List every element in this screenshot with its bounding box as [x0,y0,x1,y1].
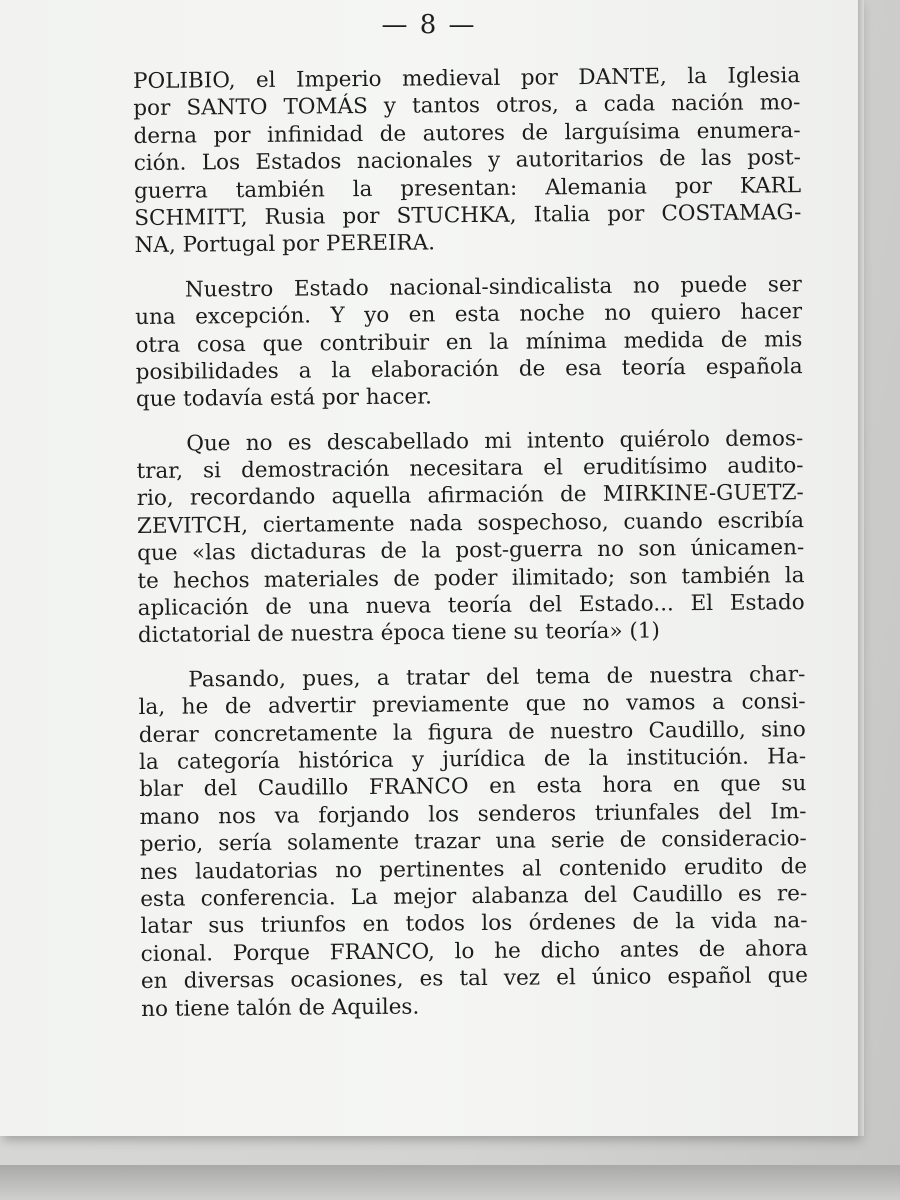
page-edge [858,0,864,1136]
text-line: perio, sería solamente trazar una serie de consideracio- [139,826,807,858]
text-line: cional. Porque FRANCO, lo he dicho antes de ahora [140,935,808,967]
text-line: aplicación de una nueva teoría del Estado... El Estado [137,590,805,622]
text-line: nes laudatorias no pertinentes al contenido erudito de [139,853,808,885]
text-line: mano nos va forjando los senderos triunfales del Im- [139,798,807,830]
body-text [133,62,808,1040]
text-line: latar sus triunfos en todos los órdenes de la vida na- [140,908,808,940]
text-line: rio, recordando aquella afirmación de MIRKINE-GUETZ- [136,480,804,512]
text-line: Que no es descabellado mi intento quiérolo demos- [186,425,804,457]
paragraph-1 [133,62,802,260]
paragraph-3 [136,425,805,650]
text-line: blar del Caudillo FRANCO en esta hora en que su [139,771,807,803]
text-line: la categoría histórica y jurídica de la institución. Ha- [138,744,807,775]
text-line: te hechos materiales de poder ilimitado; son también la [137,562,805,594]
text-line: trar, si demostración necesitara el eruditísimo audito- [136,453,804,485]
text-line: por SANTO TOMÁS y tantos otros, a cada nación mo- [133,90,801,122]
text-line: guerra también la presentan: Alemania por KARL [133,172,802,204]
text-line: no tiene talón de Aquiles. [141,994,420,1022]
text-line: Nuestro Estado nacional-sindicalista no puede ser [184,271,803,303]
text-line: SCHMITT, Rusia por STUCHKA, Italia por COSTAMAG- [134,200,802,231]
paragraph-2 [135,271,803,414]
text-line: NA, Portugal por PEREIRA. [134,230,436,259]
page-number: — 8 — [381,10,477,40]
text-line: dictatorial de nuestra época tiene su teoría» (1) [137,618,660,649]
text-line: que todavía está por hacer. [135,384,433,413]
text-line: en diversas ocasiones, es tal vez el único español que [140,963,809,995]
text-line: una excepción. Y yo en esta noche no quiero hacer [135,299,803,331]
text-line: Pasando, pues, a tratar del tema de nuestra char- [188,661,806,693]
text-line: ción. Los Estados nacionales y autoritarios de las post- [133,145,801,177]
text-line: otra cosa que contribuir en la mínima medida de mis [135,326,803,358]
text-line: la, he de advertir previamente que no vamos a consi- [138,689,806,721]
text-line: ZEVITCH, ciertamente nada sospechoso, cuando escribía [136,508,805,539]
text-line: que «las dictaduras de la post-guerra no son únicamen- [137,535,805,567]
paragraph-4 [138,661,808,1023]
page-shadow [0,1165,900,1200]
text-line: posibilidades a la elaboración de esa teoría española [135,354,803,385]
text-line: POLIBIO, el Imperio medieval por DANTE, la Iglesia [133,63,801,94]
text-line: derar concretamente la figura de nuestro Caudillo, sino [138,716,806,748]
text-line: derna por infinidad de autores de larguísima enumera- [133,117,801,149]
text-line: esta conferencia. La mejor alabanza del Caudillo es re- [140,881,808,912]
